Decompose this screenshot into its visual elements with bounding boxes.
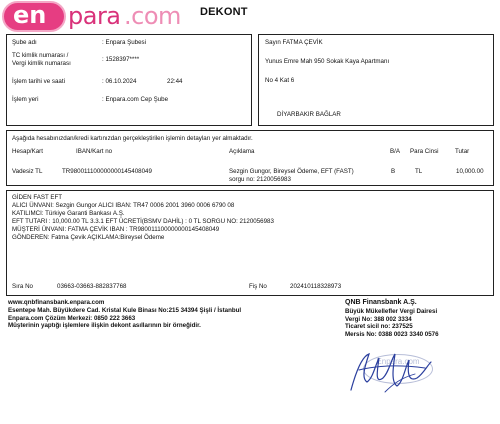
detail-line: EFT TUTARI : 10,000.00 TL 3.3.1 EFT ÜCRETİ(BSMV DAHİL) : 0 TL SORGU NO: 2120056983 <box>12 218 274 225</box>
row-description-2: sorgu no: 2120056983 <box>229 176 291 183</box>
recipient-address-2: No 4 Kat 6 <box>265 77 295 84</box>
branch-label: Şube adı <box>12 39 37 46</box>
details-box <box>6 190 494 296</box>
detail-line: GİDEN FAST EFT <box>12 194 63 201</box>
row-iban: TR980011100000000145408049 <box>62 168 152 175</box>
recipient-name: Sayın FATMA ÇEVİK <box>265 39 323 46</box>
sira-no-value: 03663-03663-882837768 <box>57 283 127 290</box>
place-label: İşlem yeri <box>12 96 39 103</box>
fis-no-value: 202410118328973 <box>290 283 342 290</box>
row-ba: B <box>391 168 396 175</box>
tc-value: : 1528397**** <box>102 56 140 63</box>
detail-line: GÖNDEREN: Fatma Çevik AÇIKLAMA:Bireysel Ödeme <box>12 234 165 241</box>
document-title: DEKONT <box>200 6 248 18</box>
enpara-logo <box>2 1 181 35</box>
transactions-box <box>6 130 494 186</box>
time-value: 22:44 <box>167 78 183 85</box>
signature <box>345 348 435 398</box>
row-account: Vadesiz TL <box>12 168 43 175</box>
recipient-city: DİYARBAKIR BAĞLAR <box>277 111 341 118</box>
tc-label-line2: Vergi kimlik numarası <box>12 60 71 67</box>
logo-en: en <box>13 1 47 29</box>
header-ba: B/A <box>390 148 400 155</box>
header-currency: Para Cinsi <box>410 148 439 155</box>
mersis-number: Mersis No: 0388 0023 3340 0576 <box>345 331 439 338</box>
detail-line: MÜŞTERİ ÜNVANI: FATMA ÇEVİK IBAN : TR980011100000000145408049 <box>12 226 220 233</box>
place-value: : Enpara.com Cep Şube <box>102 96 169 103</box>
footer-website: www.qnbfinansbank.enpara.com <box>8 299 105 306</box>
footer-address: Esentepe Mah. Büyükdere Cad. Kristal Kule Binası No:215 34394 Şişli / İstanbul <box>8 306 242 314</box>
header-description: Açıklama <box>229 148 255 155</box>
transaction-info-box <box>6 34 252 126</box>
date-value: : 06.10.2024 <box>102 78 137 85</box>
trade-registry: Ticaret sicil no: 237525 <box>345 323 413 331</box>
sira-no-label: Sıra No <box>12 283 33 290</box>
recipient-address-1: Yunus Emre Mah 950 Sokak Kaya Apartmanı <box>265 58 390 65</box>
recipient-box <box>258 34 494 126</box>
stamp-text: Enpara.com <box>376 357 420 366</box>
footer-disclaimer: Müşterinin yaptığı işlemlere ilişkin dekont asıllarının bir örneğidir. <box>8 322 201 330</box>
detail-line: KATILIMCI: Türkiye Garanti Bankası A.Ş. <box>12 210 125 217</box>
fis-no-label: Fiş No <box>249 283 267 290</box>
logo-com: .com <box>124 2 181 30</box>
branch-value: : Enpara Şubesi <box>102 39 147 46</box>
transactions-intro: Aşağıda hesabınızdan/kredi kartınızdan gerçekleştirilen işlemin detayları yer almaktadır. <box>12 135 253 142</box>
header-account: Hesap/Kart <box>12 148 43 155</box>
tax-number: Vergi No: 388 002 3334 <box>345 315 412 323</box>
header-iban: IBAN/Kart no <box>76 148 113 155</box>
date-label: İşlem tarihi ve saati <box>12 78 65 85</box>
header-amount: Tutar <box>455 148 470 155</box>
row-amount: 10,000.00 <box>456 168 484 175</box>
row-currency: TL <box>415 168 423 175</box>
company-name: QNB Finansbank A.Ş. <box>345 299 417 306</box>
tc-label-line1: TC kimlik numarası / <box>12 52 69 59</box>
footer-bank-info <box>8 299 338 330</box>
footer-company-info <box>345 299 495 339</box>
row-description-1: Sezgin Gungor, Bireysel Ödeme, EFT (FAST) <box>229 168 354 175</box>
footer-support-line: Enpara.com Çözüm Merkezi: 0850 222 3663 <box>8 314 136 322</box>
logo-para: para <box>68 2 121 30</box>
tax-office: Büyük Mükellefler Vergi Dairesi <box>345 307 438 315</box>
detail-line: ALICI ÜNVANI: Sezgin Gungor ALICI IBAN: TR47 0006 2001 3960 0006 6790 08 <box>12 202 235 209</box>
